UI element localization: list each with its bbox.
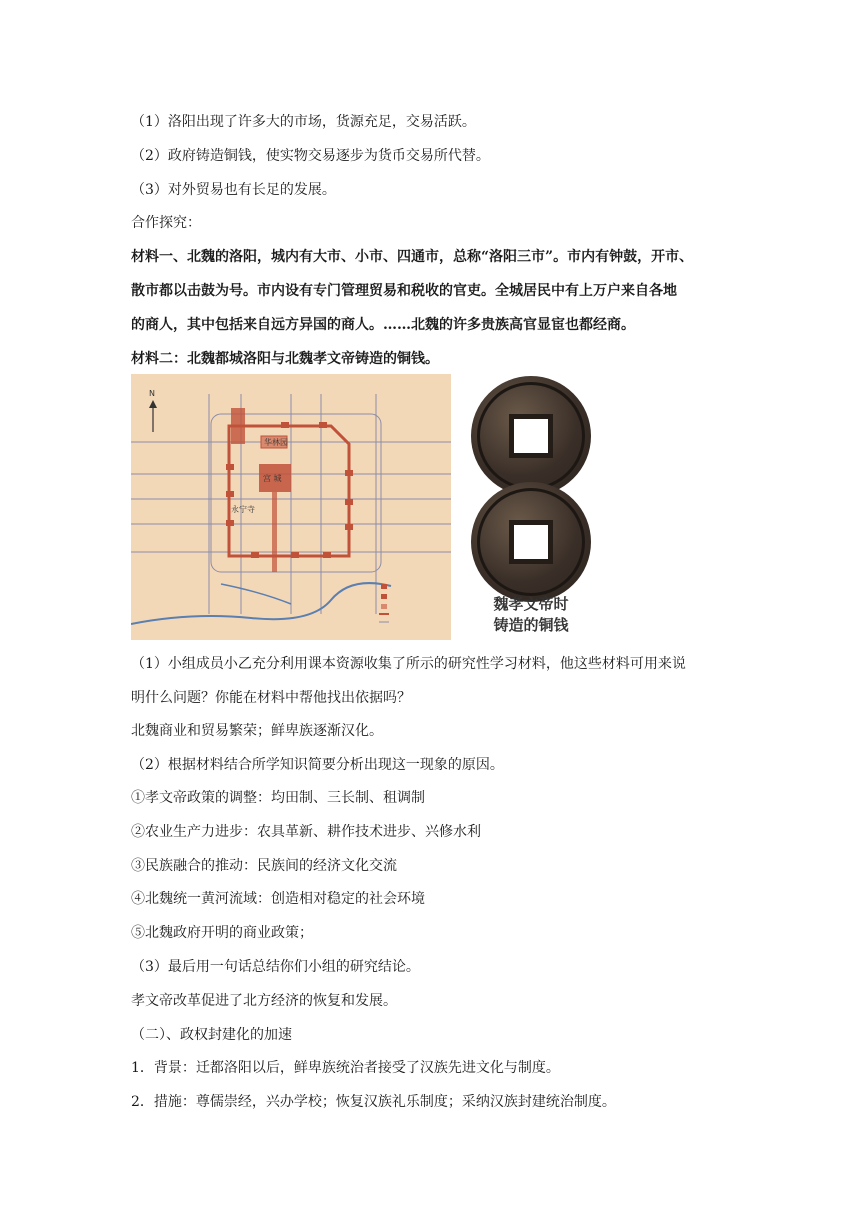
north-label: N xyxy=(149,389,155,398)
text-line: （二）、政权封建化的加速 xyxy=(131,1027,292,1043)
text-line: 2．措施：尊儒崇经，兴办学校；恢复汉族礼乐制度；采纳汉族封建统治制度。 xyxy=(131,1094,616,1110)
text-line: （2）政府铸造铜钱，使实物交易逐步为货币交易所代替。 xyxy=(131,148,490,164)
coins-panel xyxy=(461,374,601,640)
text-line: ④北魏统一黄河流域：创造相对稳定的社会环境 xyxy=(131,891,425,907)
text-line: ⑤北魏政府开明的商业政策； xyxy=(131,925,313,941)
text-line: 1．背景：迁都洛阳以后，鲜卑族统治者接受了汉族先进文化与制度。 xyxy=(131,1060,560,1076)
text-line: （3）最后用一句话总结你们小组的研究结论。 xyxy=(131,959,420,975)
map-drawing xyxy=(131,374,451,640)
text-line: 材料一、北魏的洛阳，城内有大市、小市、四通市，总称“洛阳三市”。市内有钟鼓，开市、 xyxy=(131,249,694,265)
text-line: （2）根据材料结合所学知识简要分析出现这一现象的原因。 xyxy=(131,757,504,773)
map-label-palace: 宫 城 xyxy=(263,474,282,483)
text-line: 北魏商业和贸易繁荣；鲜卑族逐渐汉化。 xyxy=(131,723,383,739)
text-line: 孝文帝改革促进了北方经济的恢复和发展。 xyxy=(131,993,397,1009)
text-line: ②农业生产力进步：农具革新、耕作技术进步、兴修水利 xyxy=(131,824,481,840)
coin-reverse-image xyxy=(471,482,591,602)
text-line: 合作探究： xyxy=(131,215,201,231)
text-line: 材料二：北魏都城洛阳与北魏孝文帝铸造的铜钱。 xyxy=(131,351,439,367)
text-line: 的商人，其中包括来自远方异国的商人。……北魏的许多贵族高官显宦也都经商。 xyxy=(131,317,635,333)
figure-luoyang-and-coins xyxy=(131,374,601,640)
luoyang-city-map xyxy=(131,374,451,640)
text-line: （3）对外贸易也有长足的发展。 xyxy=(131,182,336,198)
map-label-yongning: 永宁寺 xyxy=(231,505,255,514)
text-line: 散市都以击鼓为号。市内设有专门管理贸易和税收的官吏。全城居民中有上万户来自各地 xyxy=(131,283,677,299)
text-line: ③民族融合的推动：民族间的经济文化交流 xyxy=(131,858,397,874)
coin-obverse-image xyxy=(471,376,591,496)
text-line: 明什么问题？你能在材料中帮他找出依据吗？ xyxy=(131,690,411,706)
coin-caption xyxy=(469,594,593,636)
coin-caption-line1: 魏孝文帝时 xyxy=(493,595,569,613)
coin-caption-line2: 铸造的铜钱 xyxy=(493,616,569,634)
text-line: ①孝文帝政策的调整：均田制、三长制、租调制 xyxy=(131,790,425,806)
text-line: （1）小组成员小乙充分利用课本资源收集了所示的研究性学习材料，他这些材料可用来说 xyxy=(131,656,686,672)
map-label-hualin: 华林园 xyxy=(264,438,288,447)
text-line: （1）洛阳出现了许多大的市场，货源充足，交易活跃。 xyxy=(131,114,476,130)
